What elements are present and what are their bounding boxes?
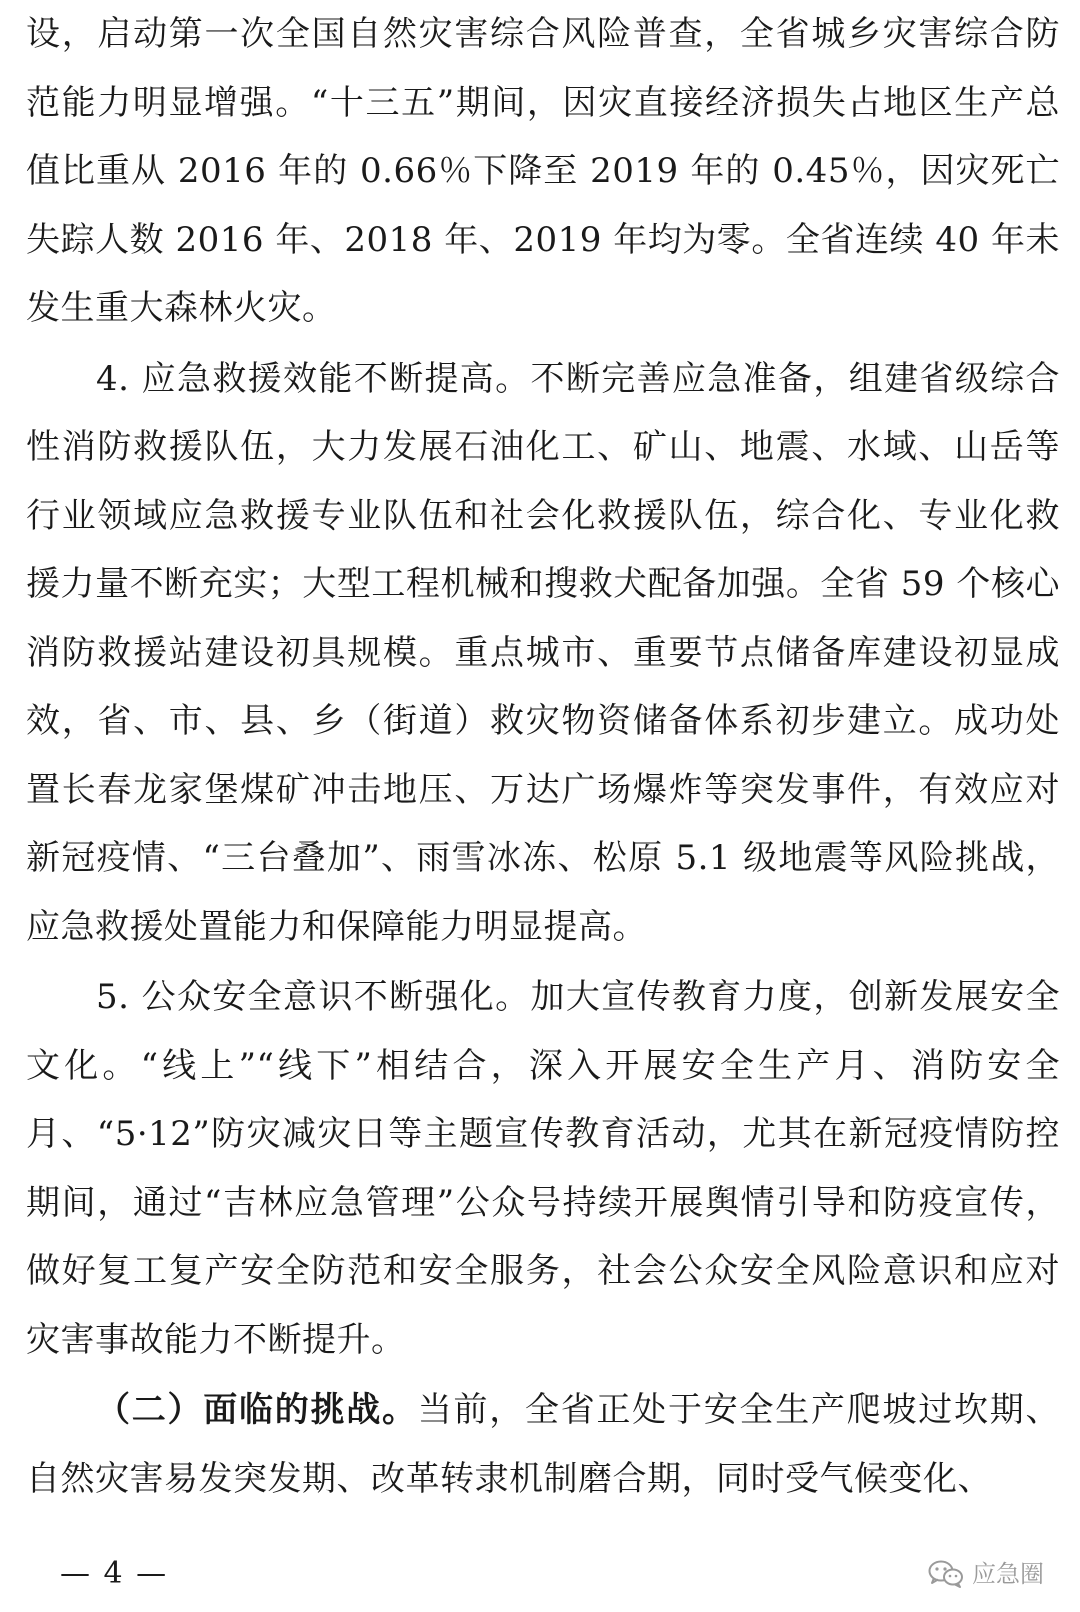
page-footer [26,1552,1044,1596]
paragraph-challenges-text: 当前，全省正处于安全生产爬坡过坎期、自然灾害易发突发期、改革转隶机制磨合期，同时受气候变化、 [26,1390,1060,1499]
paragraph-disaster-prevention: 设，启动第一次全国自然灾害综合风险普查，全省城乡灾害综合防范能力明显增强。“十三五”期间，因灾直接经济损失占地区生产总值比重从 2016 年的 0.66％下降至 2019 年的 0.45％，因灾死亡失踪人数 2016 年、2018 年、2019 年均为零。全省连续 40 年未发生重大森林火灾。 [26,14,1060,328]
page-number: — 4 — [60,1556,169,1591]
paragraph-emergency-rescue: 4. 应急救援效能不断提高。不断完善应急准备，组建省级综合性消防救援队伍，大力发展石油化工、矿山、地震、水域、山岳等行业领域应急救援专业队伍和社会化救援队伍，综合化、专业化救援力量不断充实；大型工程机械和搜救犬配备加强。全省 59 个核心消防救援站建设初具规模。重点城市、重要节点储备库建设初显成效，省、市、县、乡（街道）救灾物资储备体系初步建立。成功处置长春龙家堡煤矿冲击地压、万达广场爆炸等突发事件，有效应对新冠疫情、“三台叠加”、雨雪冰冻、松原 5.1 级地震等风险挑战，应急救援处置能力和保障能力明显提高。 [26,358,1060,947]
source-watermark [928,1554,1044,1594]
watermark-label: 应急圈 [972,1560,1044,1588]
document-page [26,0,1060,1513]
section-heading-challenges: （二）面临的挑战。 [96,1390,418,1430]
paragraph-public-safety-awareness: 5. 公众安全意识不断强化。加大宣传教育力度，创新发展安全文化。“线上”“线下”相结合，深入开展安全生产月、消防安全月、“5·12”防灾减灾日等主题宣传教育活动，尤其在新冠疫情防控期间，通过“吉林应急管理”公众号持续开展舆情引导和防疫宣传，做好复工复产安全防范和安全服务，社会公众安全风险意识和应对灾害事故能力不断提升。 [26,977,1060,1360]
paragraph-challenges [26,1376,1060,1513]
wechat-icon [928,1559,964,1589]
